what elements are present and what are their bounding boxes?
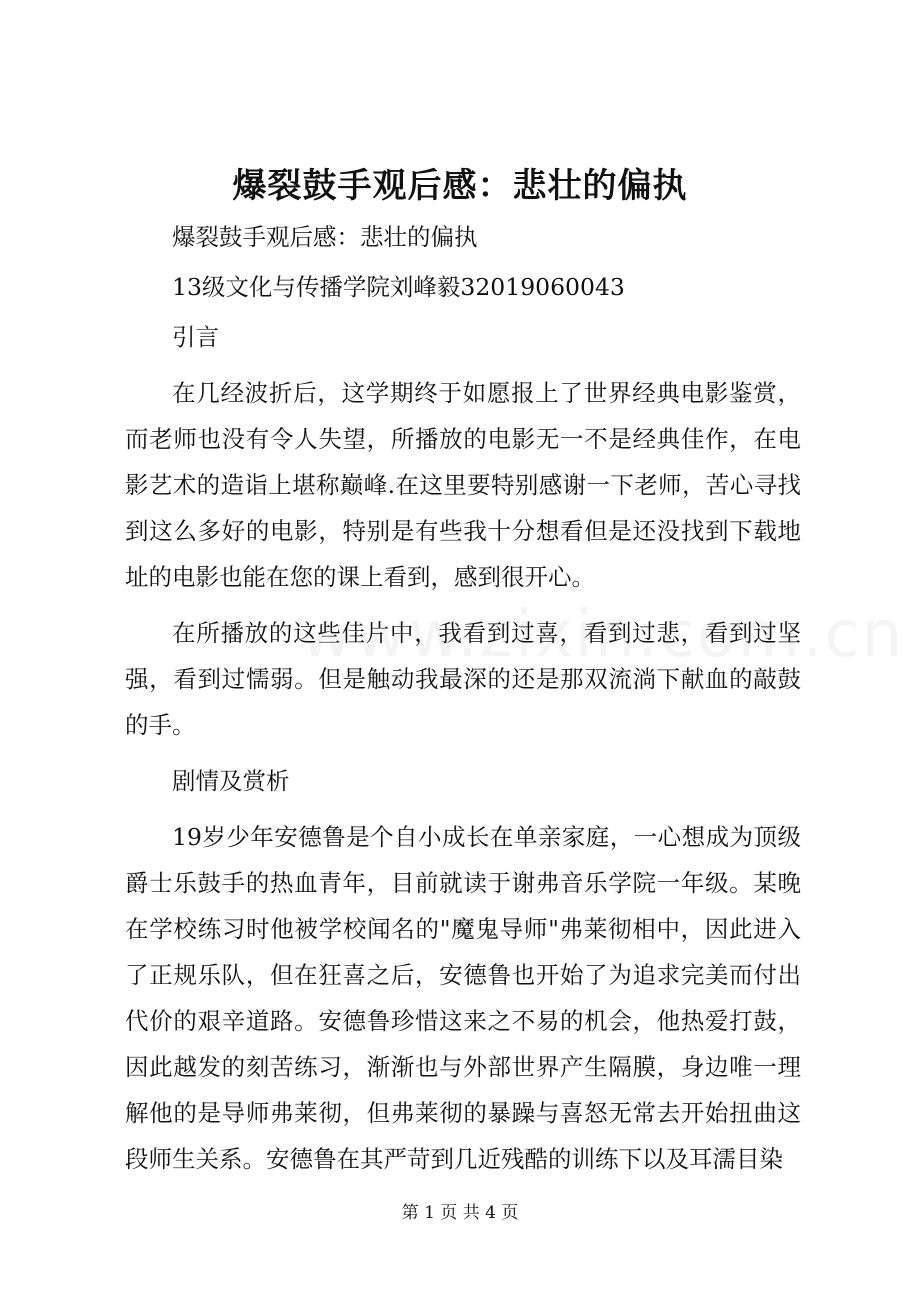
document-body	[125, 214, 801, 1182]
page-footer: 第 1 页 共 4 页	[401, 1203, 519, 1223]
subtitle-line: 爆裂鼓手观后感：悲壮的偏执	[172, 223, 478, 251]
author-line: 13级文化与传播学院刘峰毅32019060043	[172, 273, 625, 301]
document-title: 爆裂鼓手观后感：悲壮的偏执	[232, 166, 688, 206]
section-heading-intro: 引言	[172, 323, 219, 351]
paragraph-plot: 19岁少年安德鲁是个自小成长在单亲家庭，一心想成为顶级爵士乐鼓手的热血青年，目前就读于谢弗音乐学院一年级。某晚在学校练习时他被学校闻名的"魔鬼导师"弗莱彻相中，因此进入了正规乐队，但在狂喜之后，安德鲁也开始了为追求完美而付出代价的艰辛道路。安德鲁珍惜这来之不易的机会，他热爱打鼓，因此越发的刻苦练习，渐渐也与外部世界产生隔膜，身边唯一理解他的是导师弗莱彻，但弗莱彻的暴躁与喜怒无常去开始扭曲这段师生关系。安德鲁在其严苛到几近残酷的训练下以及耳濡目染	[125, 823, 801, 1173]
paragraph-intro: 在几经波折后，这学期终于如愿报上了世界经典电影鉴赏，而老师也没有令人失望，所播放的电影无一不是经典佳作，在电影艺术的造诣上堪称巅峰.在这里要特别感谢一下老师，苦心寻找到这么多好的电影，特别是有些我十分想看但是还没找到下载地址的电影也能在您的课上看到，感到很开心。	[125, 379, 801, 591]
paragraph-impression: 在所播放的这些佳片中，我看到过喜，看到过悲，看到过坚强，看到过懦弱。但是触动我最深的还是那双流淌下献血的敲鼓的手。	[125, 619, 801, 739]
section-heading-plot: 剧情及赏析	[172, 767, 290, 795]
